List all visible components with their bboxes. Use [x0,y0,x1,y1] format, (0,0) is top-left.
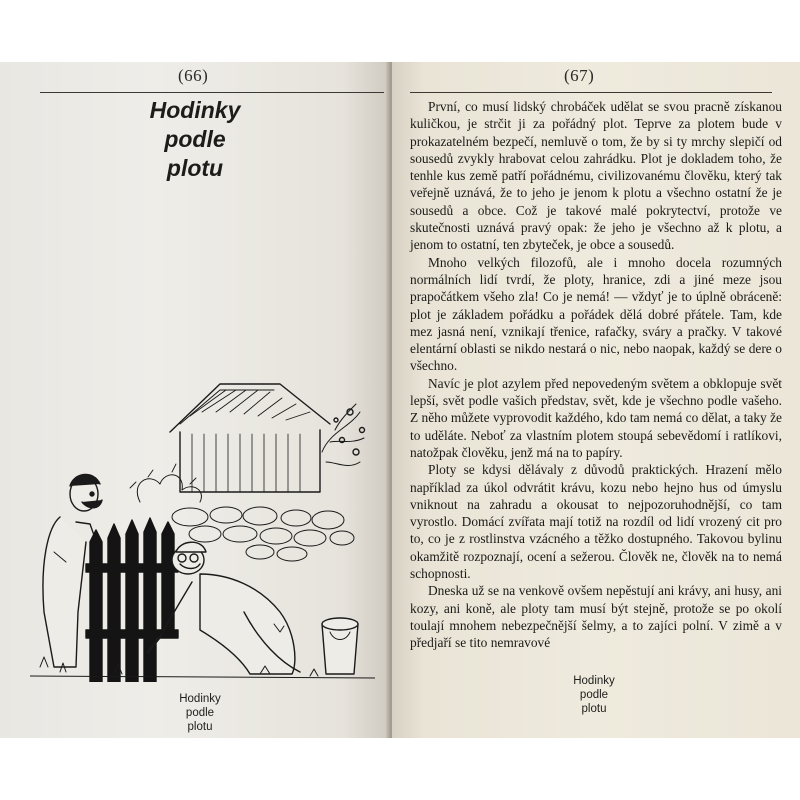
cottage-wall [180,430,320,492]
tree [322,404,364,466]
right-page [392,62,800,738]
cottage-roof [170,384,330,432]
caption-line: Hodinky [573,675,615,687]
chapter-title-line: plotu [166,155,224,181]
chapter-title-line: Hodinky [149,97,241,123]
caption-line: plotu [187,721,213,733]
chapter-title-line: podle [164,126,226,152]
paragraph: První, co musí lidský chrobáček udělat se svou pracně získanou kuličkou, je strčit ji za pořádný plot. Teprve za plotem bude v prokazatelném bezpečí, nemluvě o tom, že by si ty mrchy slepičí od sousedů zvykly hrabovat celou zahrádku. Plot je dokladem toho, že tenhle kus země patří pořádnému, civilizovanému člověku, který tak veřejně uznává, že to jeho je jenom k plotu a všechno ostatní že je sousedů a obce. Což je takové malé pokrytectví, protože ve skutečnosti uznává pravý opak: že jeho je všechno až k plotu, a jenom to ostatní, ten zbyteček, je obce a sousedů. [410,99,782,253]
body-text [410,98,782,652]
caption-line: plotu [581,703,607,715]
picket-fence [86,518,178,682]
caption-line: podle [185,707,215,719]
caption-line: Hodinky [179,693,221,705]
paragraph: Dneska už se na venkově ovšem nepěstují ani krávy, ani husy, ani kozy, ani koně, ale ploty tam musí být stejně, protože se po okolí toulají mnohem nebezpečnější šelmy, a to zajíci polní. V zimě a v předjaří se tito nemravové [410,583,782,651]
header-rule [410,92,772,93]
caption-line: podle [579,689,609,701]
paragraph: Mnoho velkých filozofů, ale i mnoho docela rozumných normálních lidí tvrdí, že ploty, hranice, zdi a jiné meze jsou prapočátkem všeho zla! Co je nemá! — vždyť je to úplně obráceně: plot je základem pořádku a pořádek dělá dobré přátele. Tam, kde mez jasná není, vznikají třenice, rafačky, sváry a pračky. V takové elentární oblasti se nikdo nestará o nic, nebo naopak, každý se dere o všechno. [410,254,782,374]
paragraph: Ploty se kdysi dělávaly z důvodů praktických. Hrazení mělo například za úkol odvrátit krávu, kozu nebo hejno hus od úmyslu vniknout na zahradu a okousat to nejpozoruhodnější, co tam vyrostlo. Domácí zvířata mají totiž na rozdíl od lidí vrozený cit pro to, co je z rostlinstva vzácného a těžko dostupného. Takovou bylinu okamžitě rozpoznají, ocení a sežerou. Člověk ne, člověk na to nemá schopnosti. [410,462,782,582]
fence-illustration [30,312,375,682]
paragraph: Navíc je plot azylem před nepovedeným světem a obklopuje svět lepší, svět podle vašich představ, svět, kde je všechno podle vašeho. Z něho můžete vyprovodit každého, kdo tam nemá co dělat, a taky že to uděláte. Neboť za vlastním plotem stoupá sebevědomí i ratlíkovi, natožpak člověku, jenž má na to papíry. [410,375,782,460]
open-book [0,62,800,738]
chapter-title [120,96,270,183]
left-page [0,62,390,738]
page-caption [160,692,240,734]
header-rule [40,92,384,93]
page-caption [554,674,634,716]
page-number: (66) [178,66,209,85]
page-number: (67) [564,66,595,85]
paint-bucket [322,618,358,674]
